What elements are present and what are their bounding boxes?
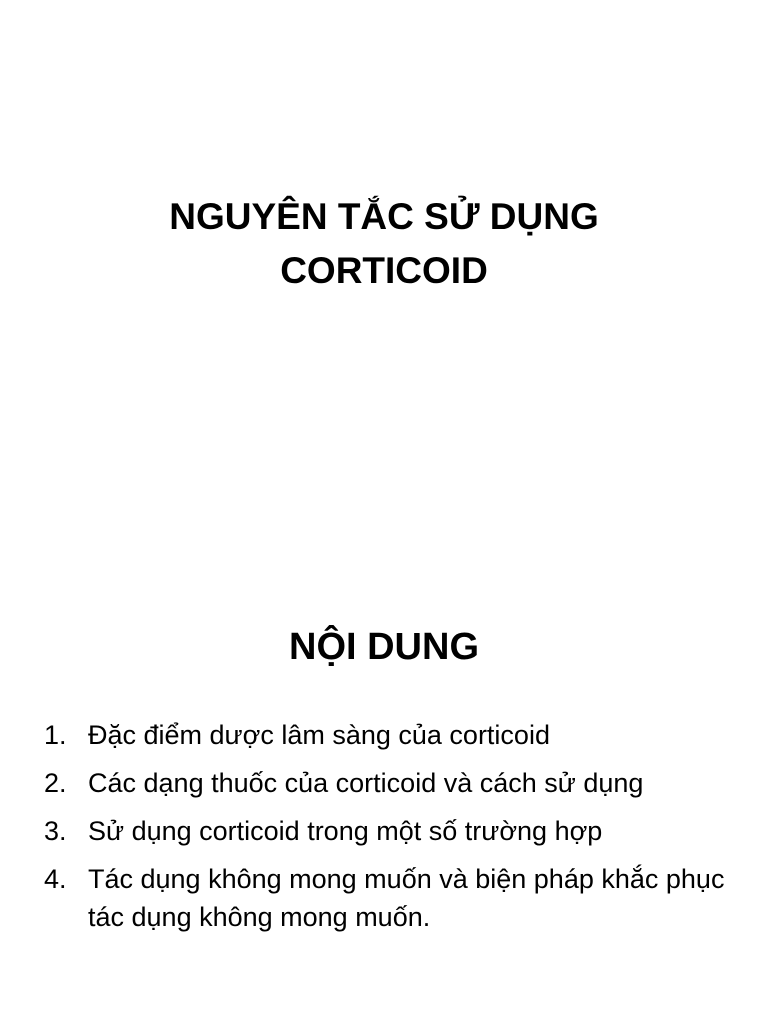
slide-title-line-1: NGUYÊN TẮC SỬ DỤNG [169, 196, 599, 237]
list-item-text: Các dạng thuốc của corticoid và cách sử dụng [88, 768, 644, 798]
slide-title-line-2: CORTICOID [280, 250, 488, 291]
content-slide [0, 512, 768, 1024]
list-item [44, 860, 744, 936]
section-heading: NỘI DUNG [289, 626, 479, 668]
list-item-text: Tác dụng không mong muốn và biện pháp khắc phục tác dụng không mong muốn. [88, 864, 725, 932]
list-item-number: 4. [44, 864, 67, 894]
list-item [44, 716, 744, 754]
list-item-number: 3. [44, 816, 67, 846]
slide-title [0, 190, 768, 298]
list-item [44, 812, 744, 850]
list-item [44, 764, 744, 802]
list-item-text: Đặc điểm dược lâm sàng của corticoid [88, 720, 550, 750]
content-list [44, 716, 744, 946]
list-item-text: Sử dụng corticoid trong một số trường hợp [88, 816, 603, 846]
list-item-number: 2. [44, 768, 67, 798]
list-item-number: 1. [44, 720, 67, 750]
